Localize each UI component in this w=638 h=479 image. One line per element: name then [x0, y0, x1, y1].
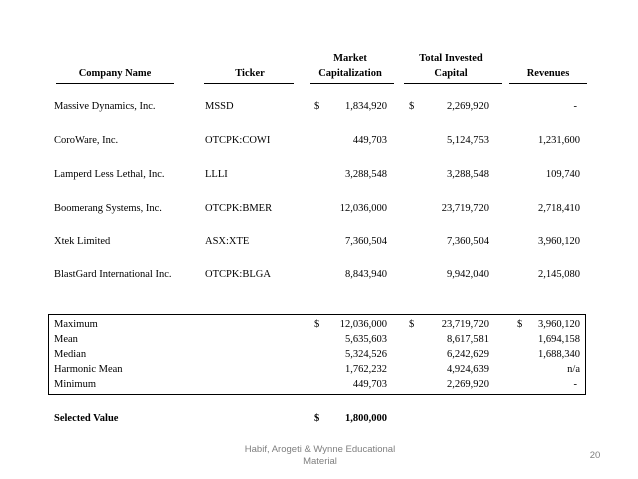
company-name: Xtek Limited	[54, 236, 111, 247]
company-ticker: ASX:XTE	[205, 236, 250, 247]
market-cap-value: 7,360,504	[345, 236, 387, 247]
company-name: BlastGard International Inc.	[54, 269, 172, 280]
stat-label: Median	[54, 349, 87, 360]
stat-tic: 23,719,720	[441, 319, 489, 330]
company-name: Lamperd Less Lethal, Inc.	[54, 169, 165, 180]
header-tic-line1: Total Invested	[419, 53, 483, 64]
footer-line2: Material	[303, 456, 337, 467]
revenues-value: 2,145,080	[538, 269, 580, 280]
stat-label: Maximum	[54, 319, 98, 330]
header-underline-market-cap	[310, 83, 394, 84]
stat-revenues: 1,694,158	[538, 334, 580, 345]
tic-value: 5,124,753	[447, 135, 489, 146]
header-underline-company	[56, 83, 174, 84]
market-cap-value: 12,036,000	[339, 203, 387, 214]
stat-label: Minimum	[54, 379, 97, 390]
header-ticker: Ticker	[235, 68, 265, 79]
selected-value-currency: $	[314, 413, 320, 424]
stat-revenues: 1,688,340	[538, 349, 580, 360]
header-market-cap-line2: Capitalization	[318, 68, 382, 79]
company-ticker: OTCPK:COWI	[205, 135, 271, 146]
market-cap-currency: $	[314, 101, 320, 112]
header-company-name: Company Name	[78, 68, 152, 79]
stat-tic-currency: $	[409, 319, 415, 330]
stat-market-cap-currency: $	[314, 319, 320, 330]
tic-value: 7,360,504	[447, 236, 489, 247]
header-tic-line2: Capital	[434, 68, 468, 79]
market-cap-value: 1,834,920	[345, 101, 387, 112]
footer-line1: Habif, Arogeti & Wynne Educational	[244, 444, 396, 455]
stat-revenues: n/a	[567, 364, 580, 375]
header-revenues: Revenues	[526, 68, 570, 79]
stat-revenues: -	[573, 379, 577, 390]
revenues-value: 3,960,120	[538, 236, 580, 247]
tic-value: 2,269,920	[447, 101, 489, 112]
revenues-value: 2,718,410	[538, 203, 580, 214]
company-name: Boomerang Systems, Inc.	[54, 203, 162, 214]
revenues-value: 1,231,600	[538, 135, 580, 146]
selected-value-label: Selected Value	[54, 413, 119, 424]
stat-market-cap: 5,324,526	[345, 349, 387, 360]
market-cap-value: 449,703	[352, 135, 387, 146]
company-ticker: OTCPK:BMER	[205, 203, 273, 214]
stat-tic: 4,924,639	[447, 364, 489, 375]
selected-value: 1,800,000	[345, 413, 387, 424]
company-ticker: MSSD	[205, 101, 234, 112]
header-market-cap-line1: Market	[333, 53, 367, 64]
header-underline-ticker	[204, 83, 294, 84]
company-ticker: OTCPK:BLGA	[205, 269, 271, 280]
stat-market-cap: 1,762,232	[345, 364, 387, 375]
tic-value: 3,288,548	[447, 169, 489, 180]
stat-market-cap: 12,036,000	[339, 319, 387, 330]
tic-currency: $	[409, 101, 415, 112]
tic-value: 9,942,040	[447, 269, 489, 280]
stat-market-cap: 449,703	[352, 379, 387, 390]
stat-tic: 6,242,629	[447, 349, 489, 360]
header-underline-revenues	[509, 83, 587, 84]
market-cap-value: 8,843,940	[345, 269, 387, 280]
market-cap-value: 3,288,548	[345, 169, 387, 180]
stat-market-cap: 5,635,603	[345, 334, 387, 345]
revenues-value: -	[573, 101, 577, 112]
stat-tic: 2,269,920	[447, 379, 489, 390]
company-name: CoroWare, Inc.	[54, 135, 119, 146]
revenues-value: 109,740	[545, 169, 580, 180]
company-name: Massive Dynamics, Inc.	[54, 101, 156, 112]
stat-revenues: 3,960,120	[538, 319, 580, 330]
tic-value: 23,719,720	[441, 203, 489, 214]
stat-revenues-currency: $	[517, 319, 523, 330]
stat-label: Mean	[54, 334, 78, 345]
company-ticker: LLLI	[205, 169, 228, 180]
page-number: 20	[589, 450, 601, 461]
stat-label: Harmonic Mean	[54, 364, 123, 375]
stat-tic: 8,617,581	[447, 334, 489, 345]
header-underline-tic	[404, 83, 502, 84]
